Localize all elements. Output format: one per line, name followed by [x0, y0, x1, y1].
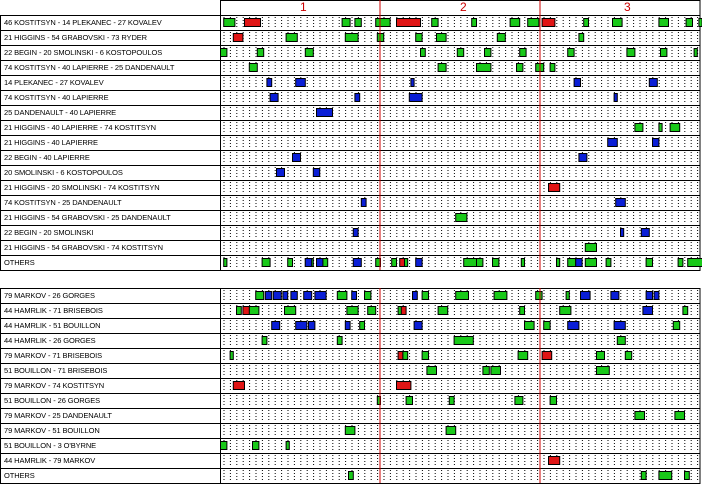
shift-bar: [576, 259, 582, 267]
shift-bar: [641, 229, 649, 237]
shift-bar: [224, 19, 235, 27]
shift-bar: [406, 397, 412, 405]
shift-bar: [304, 292, 312, 300]
shift-bar: [685, 472, 690, 480]
forwards-line-label: 74 KOSTITSYN - 40 LAPIERRE - 25 DANDENAULT: [4, 63, 175, 72]
shift-bar: [494, 292, 507, 300]
shift-bar: [616, 199, 626, 207]
shift-bar: [646, 292, 652, 300]
shift-bar: [557, 259, 560, 267]
defense-line-label: 44 HAMRLIK - 71 BRISEBOIS: [4, 306, 103, 315]
shift-bar: [409, 94, 422, 102]
shift-bar: [550, 397, 556, 405]
shift-bar: [646, 259, 652, 267]
forwards-line-label: 22 BEGIN - 40 LAPIERRE: [4, 153, 90, 162]
shift-bar: [286, 34, 297, 42]
shift-bar: [694, 49, 697, 57]
shift-bar: [309, 322, 315, 330]
shift-bar: [457, 49, 463, 57]
defense-line-label: 51 BOUILLON - 26 GORGES: [4, 396, 101, 405]
shift-bar: [233, 34, 243, 42]
shift-bar: [305, 49, 313, 57]
period-header-frame: [221, 1, 701, 16]
shift-bar: [515, 397, 523, 405]
shift-bar: [614, 94, 617, 102]
shift-bar: [401, 307, 406, 315]
defense-line-label: 44 HAMRLIK - 79 MARKOV: [4, 456, 96, 465]
shift-bar: [635, 124, 643, 132]
shift-bar: [267, 79, 272, 87]
shift-bar: [349, 472, 354, 480]
forwards-line-label: 21 HIGGINS - 54 GRABOVSKI - 25 DANDENAULT: [4, 213, 171, 222]
shift-bar: [283, 292, 288, 300]
shift-bar: [579, 34, 584, 42]
shift-bar: [568, 259, 576, 267]
shift-bar: [544, 322, 550, 330]
shift-bar: [237, 307, 242, 315]
forwards-line-label: 74 KOSTITSYN - 40 LAPIERRE: [4, 93, 109, 102]
forwards-line-label: OTHERS: [4, 258, 35, 267]
shift-bar: [611, 292, 619, 300]
shift-bar: [483, 367, 489, 375]
shift-bar: [233, 382, 244, 390]
shift-bar: [454, 337, 473, 345]
shift-bar: [438, 64, 446, 72]
shift-bar: [477, 259, 483, 267]
shift-bar: [221, 442, 227, 450]
shift-bar: [353, 229, 358, 237]
shift-bar: [675, 412, 685, 420]
shift-bar: [337, 292, 347, 300]
forwards-line-label: 21 HIGGINS - 54 GRABOVSKI - 74 KOSTITSYN: [4, 243, 163, 252]
shift-bar: [542, 19, 555, 27]
shift-bar: [585, 244, 596, 252]
shift-bar: [608, 139, 618, 147]
defense-line-label: 79 MARKOV - 51 BOUILLON: [4, 426, 100, 435]
shift-bar: [317, 109, 333, 117]
shift-bar: [659, 472, 672, 480]
shift-bar: [365, 292, 371, 300]
shift-bar: [617, 337, 625, 345]
shift-bar: [265, 292, 271, 300]
shift-bar: [286, 442, 289, 450]
shift-bar: [456, 214, 467, 222]
shift-bar: [525, 322, 535, 330]
shift-bar: [653, 139, 659, 147]
shift-bar: [272, 322, 280, 330]
shift-bar: [368, 307, 376, 315]
shift-bar: [345, 34, 358, 42]
shift-bar: [416, 34, 422, 42]
shift-bar: [345, 322, 350, 330]
shift-bar: [353, 259, 361, 267]
shift-bar: [249, 64, 257, 72]
shift-bar: [432, 19, 438, 27]
shift-bar: [305, 259, 311, 267]
shift-bar: [688, 259, 702, 267]
forwards-line-label: 74 KOSTITSYN - 25 DANDENAULT: [4, 198, 122, 207]
shift-bar: [416, 259, 422, 267]
shift-bar: [257, 49, 263, 57]
defense-line-label: 79 MARKOV - 25 DANDENAULT: [4, 411, 112, 420]
shift-bar: [296, 79, 306, 87]
shift-bar: [518, 352, 528, 360]
forwards-line-label: 21 HIGGINS - 54 GRABOVSKI - 73 RYDER: [4, 33, 147, 42]
shift-bar: [673, 322, 679, 330]
period-label-3: 3: [624, 0, 631, 14]
shift-bar: [230, 352, 233, 360]
forwards-line-label: 21 HIGGINS - 40 LAPIERRE: [4, 138, 98, 147]
forwards-line-label: 22 BEGIN - 20 SMOLINSKI - 6 KOSTOPOULOS: [4, 48, 163, 57]
shift-bar: [277, 169, 285, 177]
defense-line-label: 51 BOUILLON - 71 BRISEBOIS: [4, 366, 108, 375]
shift-bar: [643, 307, 653, 315]
shift-bar: [262, 259, 270, 267]
shift-bar: [625, 352, 631, 360]
forwards-line-label: 14 PLEKANEC - 27 KOVALEV: [4, 78, 104, 87]
forwards-line-label: 46 KOSTITSYN - 14 PLEKANEC - 27 KOVALEV: [4, 18, 162, 27]
shift-bar: [560, 307, 571, 315]
shift-bar: [414, 322, 422, 330]
shift-bar: [568, 49, 574, 57]
shift-bar: [579, 154, 587, 162]
shift-bar: [606, 259, 611, 267]
forwards-line-label: 22 BEGIN - 20 SMOLINSKI: [4, 228, 94, 237]
shift-bar: [661, 49, 667, 57]
shift-bar: [456, 292, 469, 300]
shift-bar: [288, 259, 293, 267]
shift-bar: [291, 292, 297, 300]
shift-bar: [550, 64, 555, 72]
shift-bar: [253, 442, 259, 450]
shift-bar: [464, 259, 477, 267]
shift-bar: [422, 352, 428, 360]
shift-bar: [245, 19, 261, 27]
shift-bar: [659, 124, 662, 132]
shift-bar: [584, 19, 589, 27]
shift-bar: [342, 19, 350, 27]
shift-bar: [641, 472, 646, 480]
shift-bar: [221, 49, 227, 57]
shift-bar: [405, 259, 408, 267]
shift-bar: [574, 79, 580, 87]
shift-bar: [472, 19, 477, 27]
forwards-line-label: 25 DANDENAULT - 40 LAPIERRE: [4, 108, 117, 117]
shift-bar: [355, 94, 360, 102]
shift-bar: [678, 259, 683, 267]
shift-bar: [597, 367, 610, 375]
shift-bar: [360, 322, 365, 330]
shift-bar: [521, 259, 524, 267]
shift-bar: [262, 337, 267, 345]
defense-line-label: 44 HAMRLIK - 26 GORGES: [4, 336, 96, 345]
shift-bar: [438, 307, 448, 315]
shift-bar: [635, 412, 645, 420]
forwards-line-label: 21 HIGGINS - 20 SMOLINSKI - 74 KOSTITSYN: [4, 183, 160, 192]
shift-bar: [686, 19, 692, 27]
forwards-line-label: 20 SMOLINSKI - 6 KOSTOPOULOS: [4, 168, 123, 177]
shift-bar: [627, 49, 635, 57]
shift-bar: [293, 154, 301, 162]
shift-bar: [355, 19, 361, 27]
shift-bar: [614, 322, 625, 330]
shift-bar: [446, 427, 456, 435]
shift-bar: [421, 49, 426, 57]
shift-bar: [493, 259, 499, 267]
shift-bar: [427, 367, 437, 375]
shift-bar: [315, 292, 326, 300]
shift-bar: [566, 292, 569, 300]
shift-bar: [517, 64, 523, 72]
defense-line-label: 79 MARKOV - 71 BRISEBOIS: [4, 351, 103, 360]
shift-bar: [256, 292, 264, 300]
shift-bar: [683, 307, 688, 315]
shift-bar: [224, 259, 227, 267]
shift-bar: [403, 352, 408, 360]
period-label-1: 1: [300, 0, 307, 14]
shift-bar: [581, 292, 591, 300]
shift-bar: [270, 94, 278, 102]
shift-bar: [649, 79, 657, 87]
shift-bar: [528, 19, 539, 27]
shift-bar: [491, 367, 501, 375]
shift-bar: [485, 49, 491, 57]
shift-bar: [337, 337, 342, 345]
shift-bar: [477, 64, 491, 72]
shift-bar: [397, 19, 421, 27]
shift-bar: [542, 352, 552, 360]
shift-bar: [376, 19, 390, 27]
shift-bar: [392, 259, 397, 267]
shift-bar: [296, 322, 307, 330]
shift-bar: [313, 169, 319, 177]
shift-bar: [568, 322, 579, 330]
shift-bar: [361, 199, 366, 207]
shift-bar: [273, 292, 281, 300]
shift-bar: [549, 457, 560, 465]
period-label-2: 2: [460, 0, 467, 14]
shift-bar: [613, 19, 623, 27]
shift-bar: [397, 382, 411, 390]
shift-bar: [422, 292, 428, 300]
defense-line-label: 51 BOUILLON - 3 O'BYRNE: [4, 441, 97, 450]
shift-bar: [585, 259, 596, 267]
shift-bar: [449, 397, 454, 405]
shift-bar: [520, 49, 526, 57]
defense-line-label: 44 HAMRLIK - 51 BOUILLON: [4, 321, 101, 330]
shift-bar: [510, 19, 520, 27]
shift-bar: [621, 229, 624, 237]
shift-bar: [597, 352, 605, 360]
shift-bar: [536, 292, 542, 300]
shift-bar: [413, 292, 418, 300]
shift-bar: [654, 292, 659, 300]
shift-bar: [670, 124, 680, 132]
shift-bar: [549, 184, 560, 192]
shift-bar: [347, 307, 358, 315]
shift-bar: [249, 307, 259, 315]
shift-bar: [659, 19, 669, 27]
shift-bar: [285, 307, 296, 315]
defense-line-label: OTHERS: [4, 471, 35, 480]
shift-bar: [352, 292, 357, 300]
shift-bar: [520, 307, 525, 315]
shift-bar: [398, 352, 403, 360]
shift-bar: [497, 34, 505, 42]
forwards-line-label: 21 HIGGINS - 40 LAPIERRE - 74 KOSTITSYN: [4, 123, 156, 132]
shift-bar: [323, 259, 328, 267]
shift-bar: [345, 427, 355, 435]
defense-line-label: 79 MARKOV - 26 GORGES: [4, 291, 95, 300]
shift-bar: [437, 34, 447, 42]
defense-line-label: 79 MARKOV - 74 KOSTITSYN: [4, 381, 105, 390]
shift-bar: [411, 79, 414, 87]
